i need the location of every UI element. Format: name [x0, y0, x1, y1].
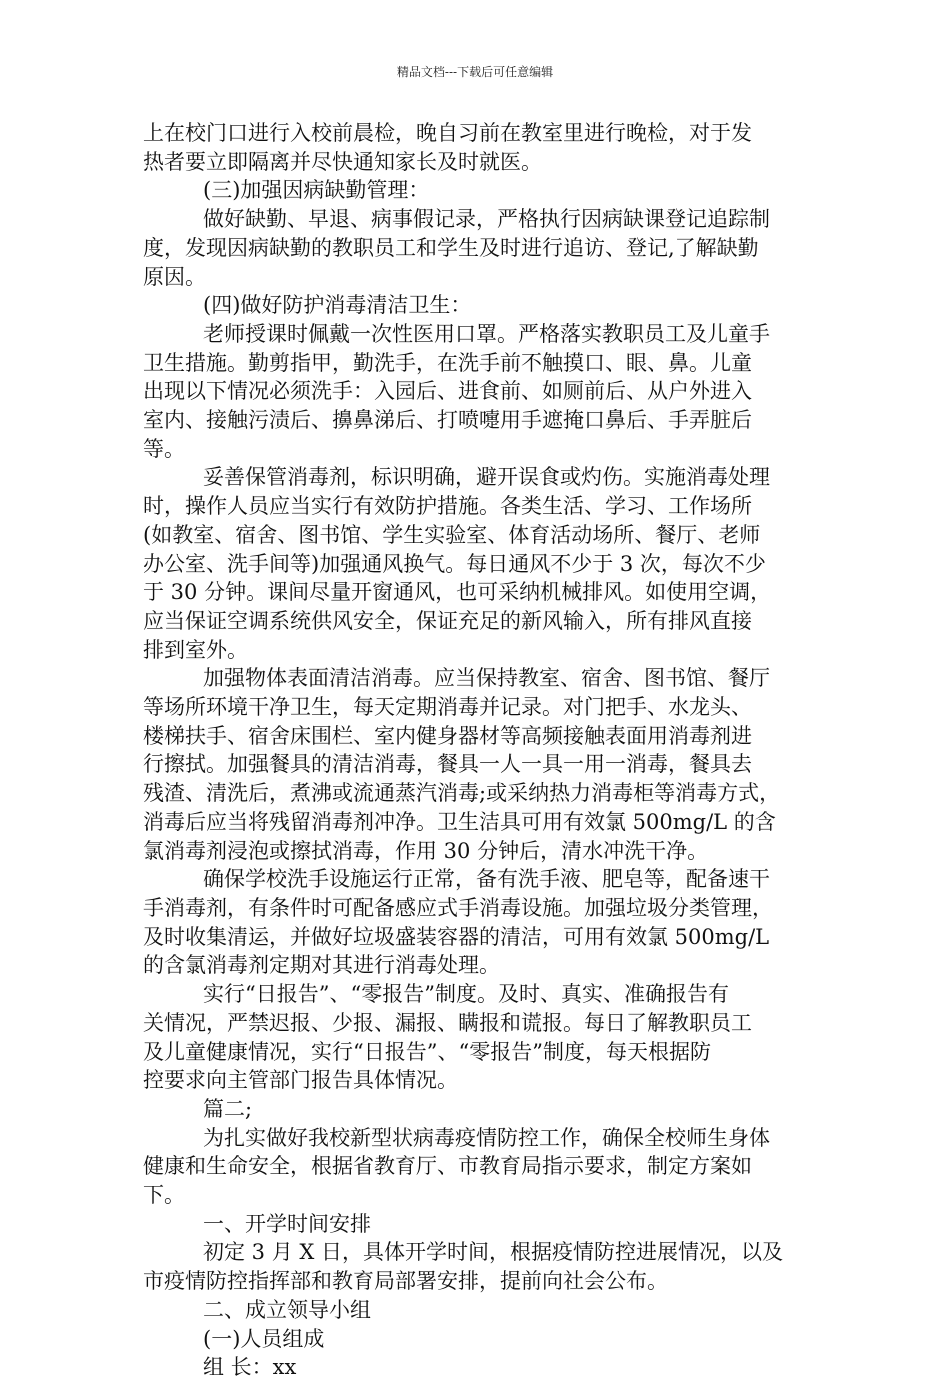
text-line: 卫生措施。勤剪指甲，勤洗手，在洗手前不触摸口、眼、鼻。儿童	[143, 350, 752, 375]
section-heading: (一)人员组成	[203, 1326, 325, 1351]
text-line: 出现以下情况必须洗手：入园后、进食前、如厕前后、从户外进入	[143, 379, 752, 404]
text-line: 度，发现因病缺勤的教职员工和学生及时进行追访、登记,了解缺勤	[143, 235, 759, 260]
text-line: 及时收集清运，并做好垃圾盛装容器的清洁，可用有效氯 500mg/L	[143, 924, 770, 949]
text-line: 等场所环境干净卫生，每天定期消毒并记录。对门把手、水龙头、	[143, 695, 752, 720]
text-line: 实行“日报告”、“零报告”制度。及时、真实、准确报告有	[203, 982, 729, 1007]
text-line: 组 长：xx	[203, 1355, 297, 1380]
text-line: 时，操作人员应当实行有效防护措施。各类生活、学习、工作场所	[143, 494, 752, 519]
text-line: (如教室、宿舍、图书馆、学生实验室、体育活动场所、餐厅、老师	[143, 522, 761, 547]
text-line: 控要求向主管部门报告具体情况。	[143, 1068, 458, 1093]
text-line: 上在校门口进行入校前晨检，晚自习前在教室里进行晚检，对于发	[143, 121, 752, 145]
text-line: 妥善保管消毒剂，标识明确，避开误食或灼伤。实施消毒处理	[203, 465, 770, 490]
text-line: 应当保证空调系统供风安全，保证充足的新风输入，所有排风直接	[143, 608, 752, 633]
text-line: 手消毒剂，有条件时可配备感应式手消毒设施。加强垃圾分类管理，	[143, 895, 773, 920]
text-line: 下。	[143, 1183, 185, 1208]
text-line: 关情况，严禁迟报、少报、漏报、瞒报和谎报。每日了解教职员工	[143, 1010, 752, 1035]
text-line: 加强物体表面清洁消毒。应当保持教室、宿舍、图书馆、餐厅	[203, 666, 770, 691]
section-heading: (三)加强因病缺勤管理：	[203, 178, 430, 203]
text-line: 确保学校洗手设施运行正常，备有洗手液、肥皂等，配备速干	[203, 867, 770, 892]
text-line: 原因。	[143, 264, 206, 289]
text-line: 市疫情防控指挥部和教育局部署安排，提前向社会公布。	[143, 1269, 668, 1294]
text-line: 及儿童健康情况，实行“日报告”、“零报告”制度，每天根据防	[143, 1039, 711, 1064]
text-line: 办公室、洗手间等)加强通风换气。每日通风不少于 3 次，每次不少	[143, 551, 766, 576]
text-line: 健康和生命安全，根据省教育厅、市教育局指示要求，制定方案如	[143, 1154, 752, 1179]
text-line: 做好缺勤、早退、病事假记录，严格执行因病缺课登记追踪制	[203, 207, 770, 232]
text-line: 室内、接触污渍后、擤鼻涕后、打喷嚏用手遮掩口鼻后、手弄脏后	[143, 408, 752, 433]
text-line: 等。	[143, 436, 185, 461]
text-line: 初定 3 月 X 日，具体开学时间，根据疫情防控进展情况，以及	[203, 1240, 784, 1265]
section-heading: (四)做好防护消毒清洁卫生：	[203, 293, 472, 318]
document-body	[143, 119, 805, 1382]
text-line: 楼梯扶手、宿舍床围栏、室内健身器材等高频接触表面用消毒剂进	[143, 723, 752, 748]
text-line: 于 30 分钟。课间尽量开窗通风，也可采纳机械排风。如使用空调，	[143, 580, 772, 605]
text-line: 消毒后应当将残留消毒剂冲净。卫生洁具可用有效氯 500mg/L 的含	[143, 809, 776, 834]
text-line: 行擦拭。加强餐具的清洁消毒，餐具一人一具一用一消毒，餐具去	[143, 752, 752, 777]
text-line: 老师授课时佩戴一次性医用口罩。严格落实教职员工及儿童手	[203, 321, 770, 346]
text-line: 为扎实做好我校新型状病毒疫情防控工作，确保全校师生身体	[203, 1125, 770, 1150]
section-heading: 一、开学时间安排	[203, 1211, 371, 1236]
page-header: 精品文档---下载后可任意编辑	[396, 65, 554, 79]
section-heading: 二、成立领导小组	[203, 1297, 371, 1322]
section-heading: 篇二;	[203, 1096, 253, 1121]
text-line: 氯消毒剂浸泡或擦拭消毒，作用 30 分钟后，清水冲洗干净。	[143, 838, 709, 863]
text-line: 残渣、清洗后，煮沸或流通蒸汽消毒;或采纳热力消毒柜等消毒方式，	[143, 781, 781, 806]
text-line: 排到室外。	[143, 637, 248, 662]
text-line: 热者要立即隔离并尽快通知家长及时就医。	[143, 149, 542, 174]
text-line: 的含氯消毒剂定期对其进行消毒处理。	[143, 953, 500, 978]
